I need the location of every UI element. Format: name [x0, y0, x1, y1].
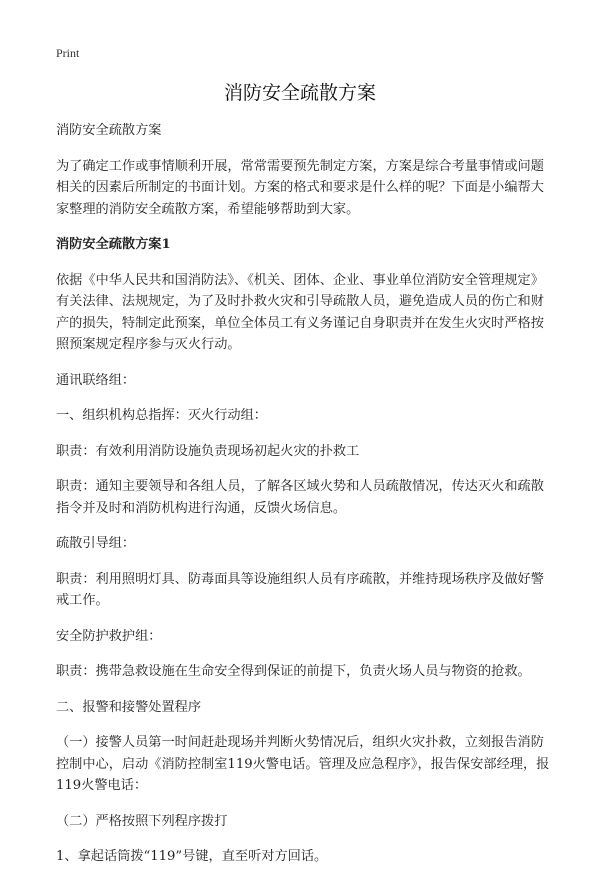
body-paragraph: 1、拿起话筒拨“119”号键，直至听对方回话。 [56, 849, 328, 864]
body-paragraph: （一）接警人员第一时间赶赴现场并判断火势情况后，组织火灾扑救，立刻报告消防控制中心，启动《消防控制室119火警电话。管理及应急程序》，报告保安部经理，报119火警电话： [56, 735, 550, 793]
body-paragraph: 职责：携带急救设施在生命安全得到保证的前提下，负责火场人员与物资的抢救。 [56, 664, 531, 679]
body-paragraph: 依据《中华人民共和国消防法》、《机关、团体、企业、事业单位消防安全管理规定》有关法律、法规规定，为了及时扑救火灾和引导疏散人员，避免造成人员的伤亡和财产的损失，特制定此预案，单位全体员工有义务谨记自身职责并在发生火灾时严格按照预案规定程序参与灭火行动。 [56, 272, 544, 352]
body-paragraph: 二、报警和接警处置程序 [56, 699, 202, 715]
body-paragraph: （二）严格按照下列程序拨打 [56, 813, 228, 829]
body-paragraph: 通讯联络组： [56, 372, 136, 388]
body-paragraph: 安全防护救护组： [56, 628, 162, 644]
print-link[interactable]: Print [56, 46, 80, 60]
body-paragraph: 一、组织机构总指挥：灭火行动组： [56, 408, 267, 423]
body-paragraph: 职责：利用照明灯具、防毒面具等设施组织人员有序疏散，并维持现场秩序及做好警戒工作。 [56, 571, 544, 608]
body-paragraph: 职责：通知主要领导和各组人员，了解各区域火势和人员疏散情况，传达灭火和疏散指令并及时和消防机构进行沟通，反馈火场信息。 [56, 479, 544, 516]
body-paragraph: 职责：有效利用消防设施负责现场初起火灾的扑救工 [56, 443, 360, 459]
intro-paragraph: 为了确定工作或事情顺利开展，常常需要预先制定方案，方案是综合考量事情或问题相关的因素后所制定的书面计划。方案的格式和要求是什么样的呢？下面是小编帮大家整理的消防安全疏散方案，希望能够帮助到大家。 [56, 158, 544, 217]
section-heading: 消防安全疏散方案1 [56, 237, 171, 252]
body-paragraph: 疏散引导组： [56, 536, 136, 551]
article-body [56, 120, 554, 882]
page-title: 消防安全疏散方案 [223, 82, 376, 104]
article-subtitle: 消防安全疏散方案 [56, 123, 162, 138]
